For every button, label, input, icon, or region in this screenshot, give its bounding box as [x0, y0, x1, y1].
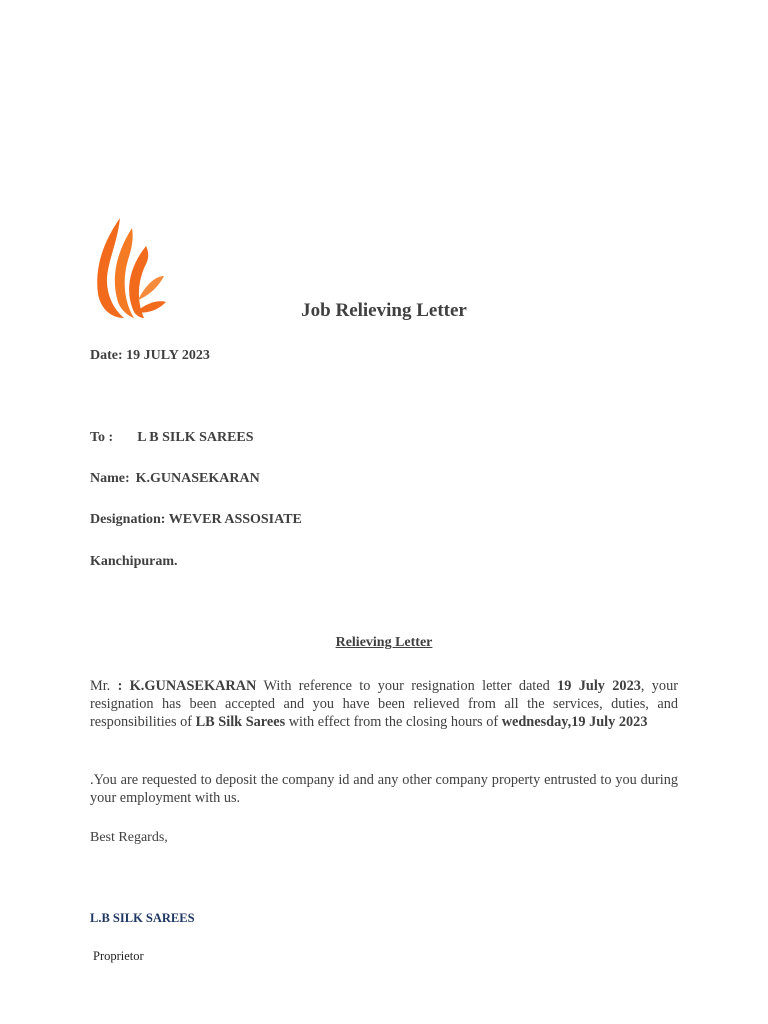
resignation-date: 19 July 2023 [557, 678, 641, 694]
page-title: Job Relieving Letter [301, 300, 467, 321]
designation-label: Designation: [90, 512, 166, 527]
signatory-company: L.B SILK SAREES [90, 911, 195, 925]
employee-name: : K.GUNASEKARAN [117, 678, 257, 694]
salutation: Mr. [90, 678, 118, 694]
to-value: L B SILK SAREES [137, 430, 254, 445]
letter-date: Date: 19 JULY 2023 [90, 348, 210, 363]
body-text-3: with effect from the closing hours of [285, 714, 502, 730]
body-text-1: With reference to your resignation letter dated [256, 678, 558, 694]
body-text-2: , your resignation has been accepted and you have been relieved from all the services, duties, and responsibilities of [90, 678, 678, 730]
name-label: Name: [90, 471, 130, 486]
request-paragraph: .You are requested to deposit the company id and any other company property entrusted to you during your employment with us. [90, 772, 678, 806]
body-paragraph [90, 677, 678, 731]
to-label: To : [90, 430, 114, 445]
designation-line [90, 512, 302, 528]
section-title: Relieving Letter [335, 635, 433, 650]
name-line [90, 471, 260, 487]
city-line: Kanchipuram. [90, 554, 178, 569]
company-name: LB Silk Sarees [195, 714, 286, 730]
name-value: K.GUNASEKARAN [135, 471, 260, 486]
signatory-role: Proprietor [93, 949, 144, 963]
recipient-line [90, 430, 254, 446]
relieving-date: wednesday,19 July 2023 [501, 714, 648, 730]
closing-text: Best Regards, [90, 830, 168, 845]
designation-value: WEVER ASSOSIATE [168, 512, 302, 527]
